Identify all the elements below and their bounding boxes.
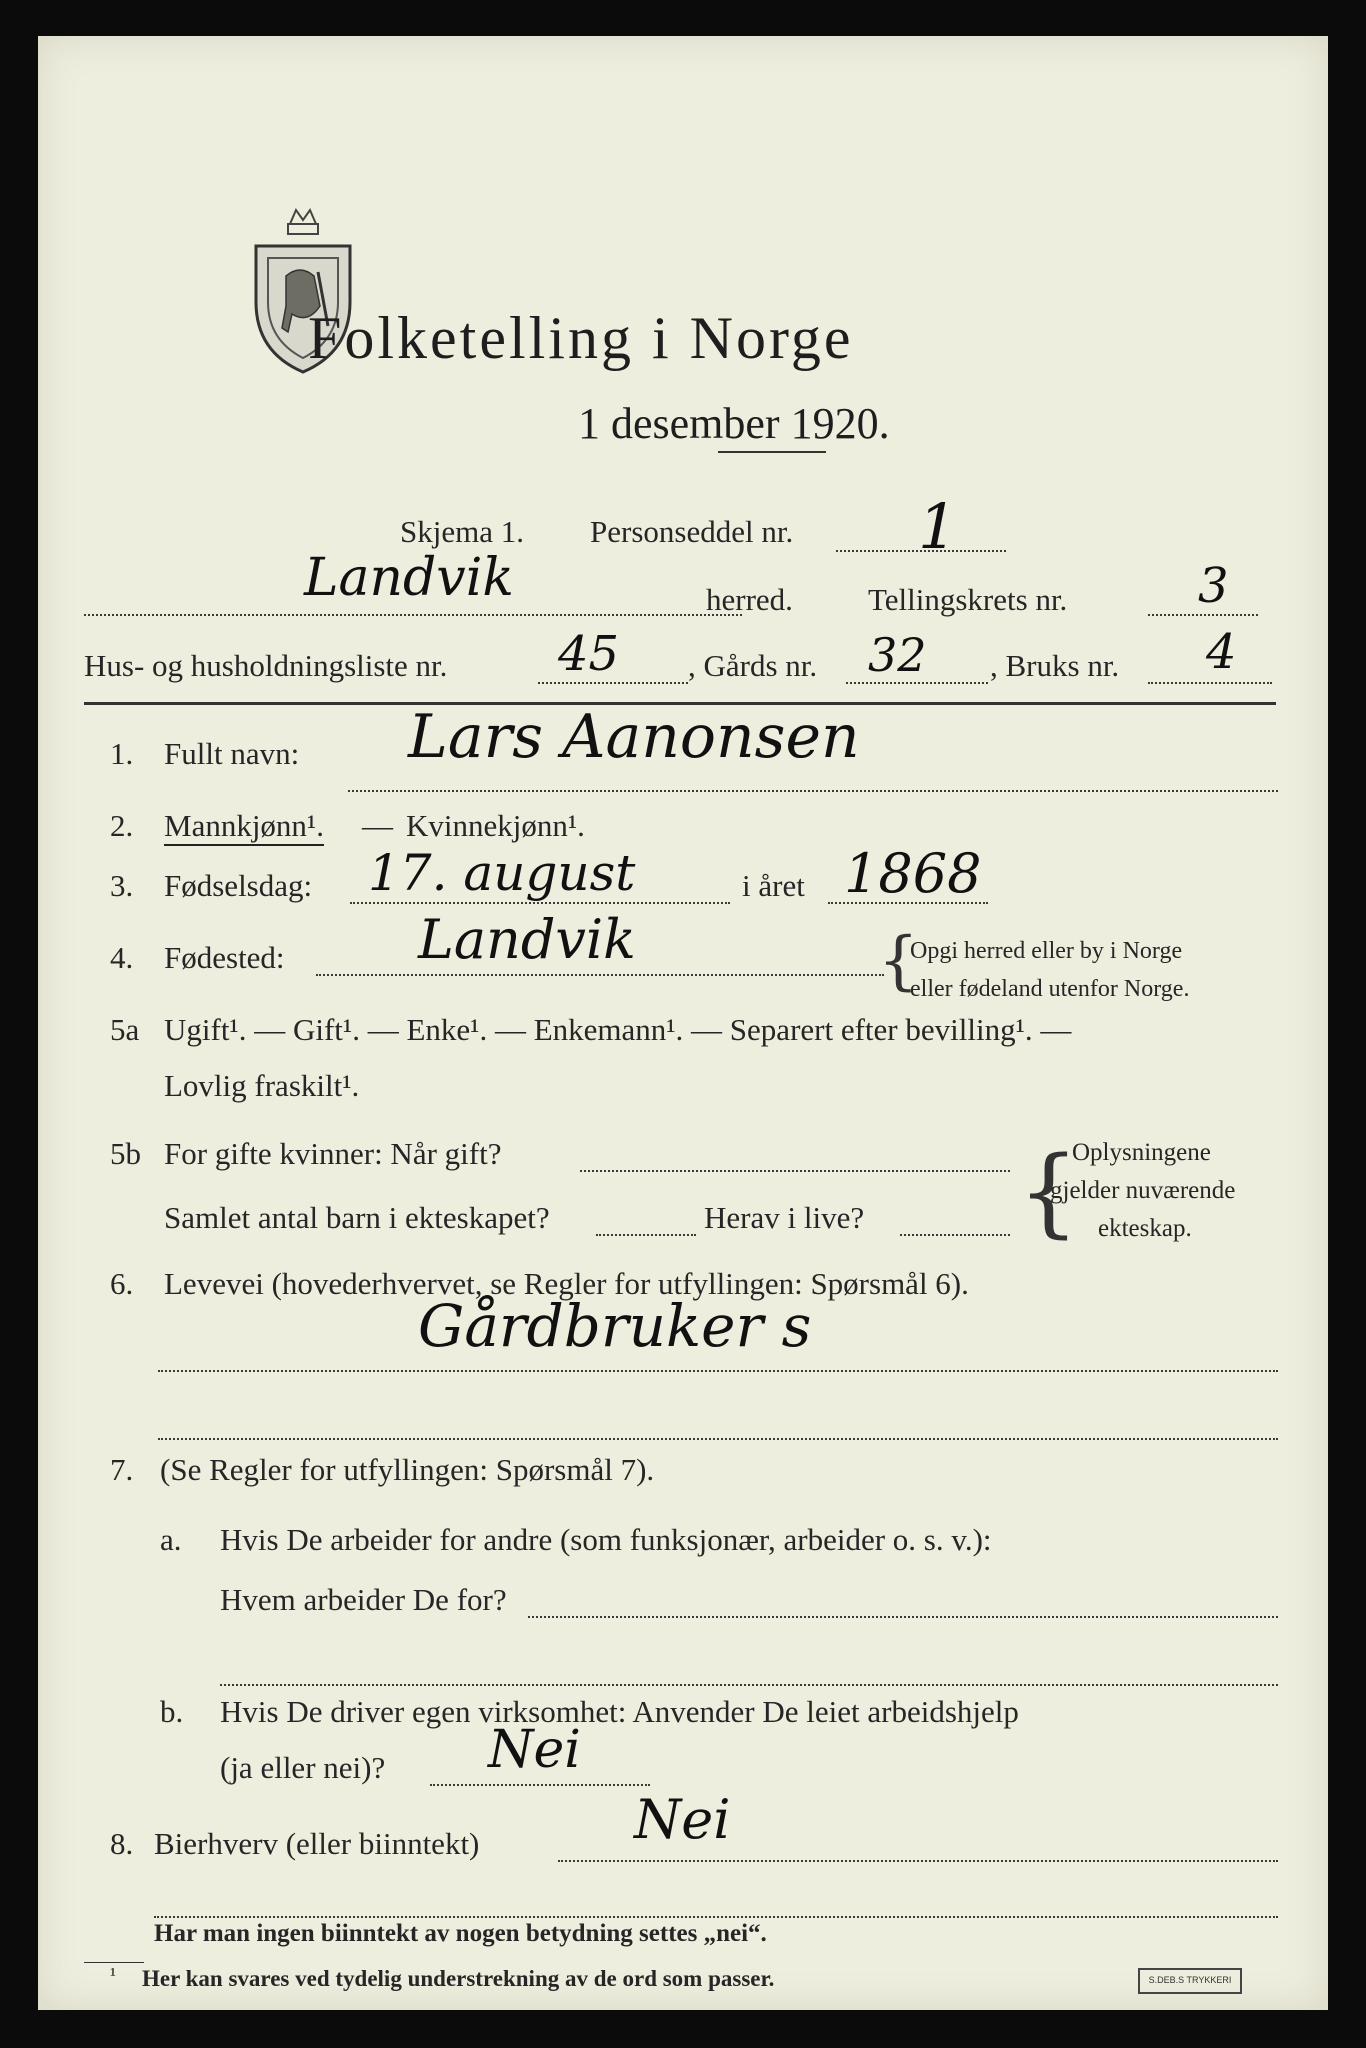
children-total-line [596, 1234, 696, 1236]
full-name-label: Fullt navn: [164, 736, 300, 771]
q4-number: 4. [110, 940, 134, 975]
employer-line-2 [220, 1684, 1278, 1686]
personseddel-label: Personseddel nr. [590, 514, 794, 549]
footnote-mark: ¹ [110, 1964, 116, 1986]
q1-number: 1. [110, 736, 134, 771]
marriage-note-brace: { [1018, 1136, 1080, 1248]
side-income-line-2 [154, 1916, 1278, 1918]
q7-number: 7. [110, 1452, 134, 1487]
side-income-label: Bierhverv (eller biinntekt) [154, 1826, 480, 1861]
hired-help-label: (ja eller nei)? [220, 1750, 386, 1785]
children-alive-line [900, 1234, 1010, 1236]
bruks-label: , Bruks nr. [990, 648, 1120, 683]
herred-value: Landvik [304, 548, 514, 608]
gards-label: , Gårds nr. [688, 648, 818, 683]
occupation-value: Gårdbruker s [418, 1292, 812, 1360]
printer-stamp: S.DEB.S TRYKKERI [1138, 1968, 1242, 1994]
marriage-note-3: ekteskap. [1098, 1215, 1192, 1242]
occupation-label: Levevei (hovederhvervet, se Regler for utfyllingen: Spørsmål 6). [164, 1266, 969, 1301]
hus-label: Hus- og husholdningsliste nr. [84, 648, 448, 683]
herred-label: herred. [706, 582, 793, 617]
birthday-value: 17. august [368, 844, 636, 902]
q7a-letter: a. [160, 1522, 182, 1557]
birthplace-brace: { [878, 924, 919, 998]
title-divider [718, 451, 826, 453]
q6-number: 6. [110, 1266, 134, 1301]
full-name-value: Lars Aanonsen [408, 702, 860, 772]
q8-number: 8. [110, 1826, 134, 1861]
marital-status-options: Ugift¹. — Gift¹. — Enke¹. — Enkemann¹. — Separert efter bevilling¹. — [164, 1012, 1072, 1047]
tellingskrets-line [1148, 614, 1258, 616]
q5a-number: 5a [110, 1012, 140, 1047]
birthplace-value: Landvik [418, 908, 636, 971]
hired-help-line [430, 1784, 650, 1786]
footnote-rule [84, 1962, 144, 1963]
no-income-note: Har man ingen biinntekt av nogen betydning settes „nei“. [154, 1920, 767, 1947]
married-when-label: For gifte kvinner: Når gift? [164, 1136, 502, 1171]
occupation-line-2 [158, 1438, 1278, 1440]
marriage-note-1: Oplysningene [1072, 1139, 1211, 1166]
hus-line [538, 682, 688, 684]
q2-number: 2. [110, 808, 134, 843]
gards-value: 32 [868, 628, 927, 682]
hired-help-value: Nei [488, 1720, 581, 1780]
gender-female-option: Kvinnekjønn¹. [406, 808, 585, 843]
gards-line [846, 682, 988, 684]
tellingskrets-label: Tellingskrets nr. [868, 582, 1068, 617]
marriage-note-2: gjelder nuværende [1050, 1177, 1236, 1204]
census-form [38, 36, 1328, 2010]
children-alive-label: Herav i live? [704, 1200, 865, 1235]
marital-status-divorced: Lovlig fraskilt¹. [164, 1068, 360, 1103]
bruks-line [1148, 682, 1272, 684]
tellingskrets-value: 3 [1198, 558, 1229, 614]
form-title: Folketelling i Norge [308, 305, 854, 371]
q5b-number: 5b [110, 1136, 141, 1171]
q7b-question: Hvis De driver egen virksomhet: Anvender De leiet arbeidshjelp [220, 1694, 1019, 1729]
census-date: 1 desember 1920. [578, 399, 890, 448]
footnote-text: Her kan svares ved tydelig understrekning av de ord som passer. [142, 1966, 775, 1991]
q7a-question: Hvis De arbeider for andre (som funksjonær, arbeider o. s. v.): [220, 1522, 992, 1557]
birthday-line [350, 902, 730, 904]
birthplace-note-1: Opgi herred eller by i Norge [910, 938, 1183, 964]
birthday-label: Fødselsdag: [164, 868, 313, 903]
full-name-line [348, 790, 1278, 792]
q7-label: (Se Regler for utfyllingen: Spørsmål 7). [160, 1452, 655, 1487]
bruks-value: 4 [1206, 624, 1237, 680]
birth-year-value: 1868 [844, 842, 982, 905]
personseddel-value: 1 [918, 490, 958, 563]
side-income-value: Nei [634, 1788, 731, 1851]
herred-line [84, 614, 742, 616]
q7b-letter: b. [160, 1694, 184, 1729]
children-total-label: Samlet antal barn i ekteskapet? [164, 1200, 550, 1235]
married-when-line [580, 1170, 1010, 1172]
skjema-label: Skjema 1. [400, 514, 524, 549]
birthplace-note-2: eller fødeland utenfor Norge. [910, 976, 1190, 1002]
side-income-line [558, 1860, 1278, 1862]
hus-value: 45 [558, 626, 620, 682]
gender-male-option: Mannkjønn¹. [164, 808, 324, 846]
birth-year-label: i året [742, 868, 805, 903]
gender-dash: — [362, 808, 393, 843]
employer-label: Hvem arbeider De for? [220, 1582, 507, 1617]
birthplace-label: Fødested: [164, 940, 285, 975]
employer-line [528, 1616, 1278, 1618]
q3-number: 3. [110, 868, 134, 903]
birthplace-line [316, 974, 884, 976]
occupation-line-1 [158, 1370, 1278, 1372]
